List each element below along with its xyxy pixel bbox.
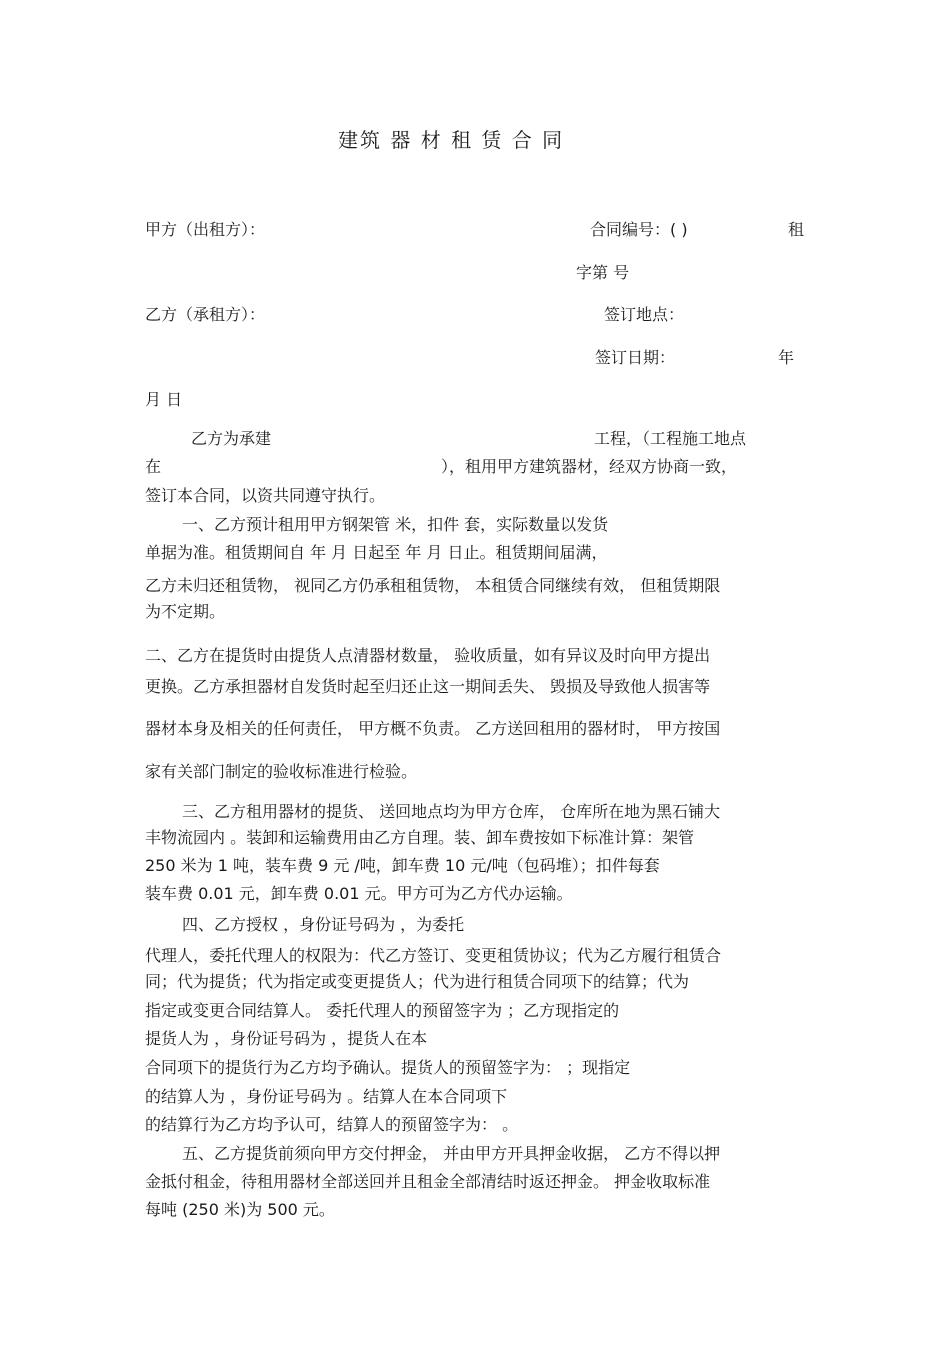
clause-4-line: 合同项下的提货行为乙方均予确认。提货人的预留签字为： ；现指定 — [145, 1058, 631, 1077]
clause-3-line: 250 米为 1 吨，装车费 9 元 /吨，卸车费 10 元/吨（包码堆）；扣件每套 — [145, 856, 660, 875]
clause-1-line: 单据为准。租赁期间自 年 月 日起至 年 月 日止。租赁期间届满， — [145, 543, 608, 562]
clause-2-line: 器材本身及相关的任何责任， 甲方概不负责。 乙方送回租用的器材时， 甲方按国 — [145, 719, 721, 738]
clause-2-line: 更换。乙方承担器材自发货时起至归还止这一期间丢失、 毁损及导致他人损害等 — [145, 677, 711, 696]
sign-place-label: 签订地点： — [604, 305, 685, 324]
party-b-label: 乙方（承租方）： — [145, 305, 266, 324]
clause-2-line: 家有关部门制定的验收标准进行检验。 — [145, 762, 418, 781]
clause-5-line: 五、乙方提货前须向甲方交付押金， 并由甲方开具押金收据， 乙方不得以押 — [182, 1144, 721, 1163]
document-title: 建筑 器 材 租 赁 合 同 — [338, 128, 565, 152]
intro-line: 乙方为承建 — [191, 429, 272, 448]
clause-5-line: 每吨 (250 米)为 500 元。 — [145, 1200, 335, 1219]
clause-1-line: 乙方未归还租赁物， 视同乙方仍承租租赁物， 本租赁合同继续有效， 但租赁期限 — [145, 576, 721, 595]
contract-number-zu: 租 — [788, 220, 805, 239]
sign-date-year: 年 — [778, 348, 795, 367]
clause-4-line: 指定或变更合同结算人。 委托代理人的预留签字为 ；乙方现指定的 — [145, 1001, 620, 1020]
clause-3-line: 装车费 0.01 元，卸车费 0.01 元。甲方可为乙方代办运输。 — [145, 884, 573, 903]
clause-4-line: 的结算人为 ，身份证号码为 。结算人在本合同项下 — [145, 1087, 508, 1106]
clause-4-line: 的结算行为乙方均予认可，结算人的预留签字为： 。 — [145, 1115, 519, 1134]
contract-number-label: 合同编号：( ) — [590, 220, 688, 239]
clause-4-line: 四、乙方授权 ，身份证号码为 ，为委托 — [182, 915, 465, 934]
intro-line: 签订本合同，以资共同遵守执行。 — [145, 486, 386, 505]
sign-date-label: 签订日期： — [595, 348, 676, 367]
intro-line: 在 — [145, 457, 162, 476]
clause-1-line: 为不定期。 — [145, 602, 226, 621]
clause-1-line: 一、乙方预计租用甲方钢架管 米，扣件 套，实际数量以发货 — [182, 515, 609, 534]
clause-3-line: 丰物流园内 。装卸和运输费用由乙方自理。装、卸车费按如下标准计算：架管 — [145, 828, 695, 847]
clause-4-line: 提货人为 ，身份证号码为 ，提货人在本 — [145, 1029, 428, 1048]
clause-4-line: 同；代为提货；代为指定或变更提货人；代为进行租赁合同项下的结算；代为 — [145, 972, 690, 991]
clause-4-line: 代理人，委托代理人的权限为：代乙方签订、变更租赁协议；代为乙方履行租赁合 — [145, 946, 722, 965]
contract-number-suffix: 字第 号 — [576, 263, 630, 282]
clause-5-line: 金抵付租金，待租用器材全部送回并且租金全部清结时返还押金。 押金收取标准 — [145, 1172, 711, 1191]
intro-line: 工程，（工程施工地点 — [594, 429, 747, 448]
clause-3-line: 三、乙方租用器材的提货、 送回地点均为甲方仓库， 仓库所在地为黑石铺大 — [182, 802, 721, 821]
party-a-label: 甲方（出租方）： — [145, 220, 266, 239]
sign-date-month-day: 月 日 — [145, 390, 183, 409]
clause-2-line: 二、乙方在提货时由提货人点清器材数量， 验收质量，如有异议及时向甲方提出 — [145, 646, 711, 665]
intro-line: ），租用甲方建筑器材，经双方协商一致， — [441, 457, 738, 476]
